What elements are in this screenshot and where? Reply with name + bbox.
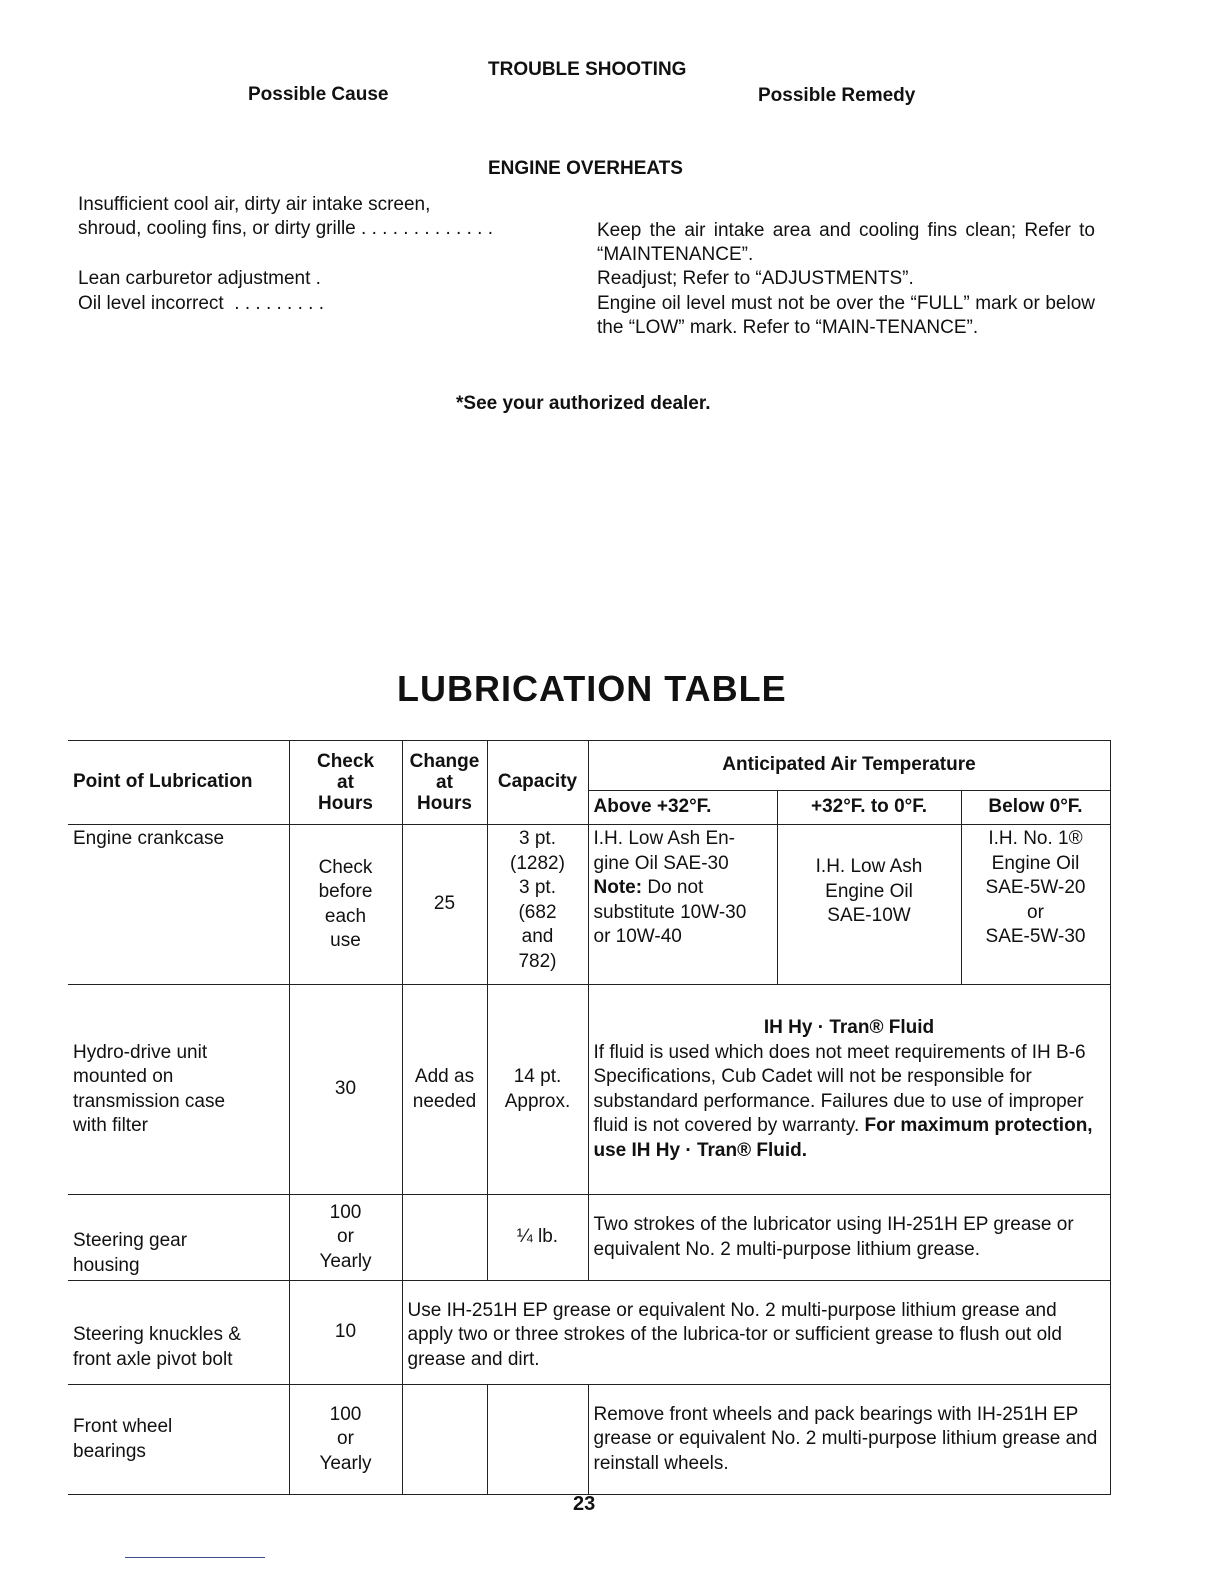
- table-row: [68, 1281, 1110, 1385]
- table-row: [68, 985, 1110, 1195]
- fluid-title: IH Hy · Tran® Fluid: [763, 1017, 935, 1038]
- note-label: Note:: [593, 877, 643, 898]
- fluid-text: If fluid is used which does not meet requirements of IH B-6 Specifications, Cub Cadet will not be responsible for substandard performance. Failures due to use of improper fluid is not covered by warranty.: [593, 1041, 1086, 1136]
- change-hours: 25: [402, 825, 487, 985]
- change-hours: Add as needed: [402, 985, 487, 1195]
- steering-knuckles-remark: Use IH-251H EP grease or equivalent No. 2 multi-purpose lithium grease and apply two or three strokes of the lubrica-tor or sufficient grease to flush out old grease and dirt.: [402, 1281, 1110, 1385]
- check-hours: 10: [289, 1281, 402, 1385]
- possible-cause-header: Possible Cause: [248, 84, 389, 105]
- table-row: [68, 825, 1110, 985]
- oil-32f-to-0f: I.H. Low Ash Engine Oil SAE-10W: [777, 825, 961, 985]
- page-number: 23: [573, 1493, 596, 1515]
- engine-overheats-heading: ENGINE OVERHEATS: [488, 158, 683, 179]
- lubrication-table-title: LUBRICATION TABLE: [397, 668, 787, 709]
- cause-item: Insufficient cool air, dirty air intake screen, shroud, cooling fins, or dirty grille . . . . . . . . . . . . .: [78, 194, 493, 239]
- header-below-0f: Below 0°F.: [961, 791, 1110, 825]
- point-engine-crankcase: Engine crankcase: [68, 825, 289, 985]
- dealer-note: *See your authorized dealer.: [456, 393, 711, 414]
- header-capacity: Capacity: [487, 741, 588, 825]
- steering-gear-remark: Two strokes of the lubricator using IH-251H EP grease or equivalent No. 2 multi-purpose lithium grease.: [588, 1195, 1110, 1281]
- change-hours: [402, 1195, 487, 1281]
- header-change-at-hours: Change at Hours: [402, 741, 487, 825]
- remedy-item: Engine oil level must not be over the “FULL” mark or below the “LOW” mark. Refer to “MAIN-TENANCE”.: [597, 293, 1095, 338]
- point-steering-gear: Steering gear housing: [68, 1195, 289, 1281]
- capacity: ¼ lb.: [487, 1195, 588, 1281]
- check-hours: 30: [289, 985, 402, 1195]
- note-text: Do not substitute 10W-30 or 10W-40: [593, 877, 747, 947]
- table-row: [68, 1385, 1110, 1495]
- header-check-at-hours: Check at Hours: [289, 741, 402, 825]
- footer-rule: [125, 1557, 265, 1558]
- remedy-item: Readjust; Refer to “ADJUSTMENTS”.: [597, 268, 914, 289]
- cause-item: Oil level incorrect . . . . . . . . .: [78, 293, 325, 314]
- check-hours: 100 or Yearly: [289, 1385, 402, 1495]
- fluid-protection: For maximum protection, use IH Hy · Tran® Fluid.: [593, 1115, 1093, 1161]
- capacity: 14 pt. Approx.: [487, 985, 588, 1195]
- capacity: [487, 1385, 588, 1495]
- table-row: [68, 1195, 1110, 1281]
- oil-below-0f: I.H. No. 1® Engine Oil SAE-5W-20 or SAE-5W-30: [961, 825, 1110, 985]
- oil-above-32f-spec: I.H. Low Ash En- gine Oil SAE-30: [593, 828, 736, 874]
- point-hydro-drive: Hydro-drive unit mounted on transmission case with filter: [68, 985, 289, 1195]
- point-front-wheel-bearings: Front wheel bearings: [68, 1385, 289, 1495]
- header-anticipated-air-temperature: Anticipated Air Temperature: [588, 741, 1110, 791]
- point-steering-knuckles: Steering knuckles & front axle pivot bolt: [68, 1281, 289, 1385]
- troubleshooting-title: TROUBLE SHOOTING: [488, 59, 687, 80]
- capacity: 3 pt. (1282) 3 pt. (682 and 782): [487, 825, 588, 985]
- check-hours: Check before each use: [289, 825, 402, 985]
- remedy-item: Keep the air intake area and cooling fins clean; Refer to “MAINTENANCE”.: [597, 220, 1095, 265]
- check-hours: 100 or Yearly: [289, 1195, 402, 1281]
- lubrication-table: [68, 740, 1111, 1495]
- hy-tran-fluid-remark: [588, 985, 1110, 1195]
- header-point-of-lubrication: Point of Lubrication: [68, 741, 289, 825]
- header-above-32f: Above +32°F.: [588, 791, 777, 825]
- cause-item: Lean carburetor adjustment .: [78, 268, 321, 289]
- oil-above-32f: [588, 825, 777, 985]
- header-32f-to-0f: +32°F. to 0°F.: [777, 791, 961, 825]
- possible-remedy-header: Possible Remedy: [758, 85, 916, 106]
- change-hours: [402, 1385, 487, 1495]
- front-wheel-remark: Remove front wheels and pack bearings with IH-251H EP grease or equivalent No. 2 multi-purpose lithium grease and reinstall wheels.: [588, 1385, 1110, 1495]
